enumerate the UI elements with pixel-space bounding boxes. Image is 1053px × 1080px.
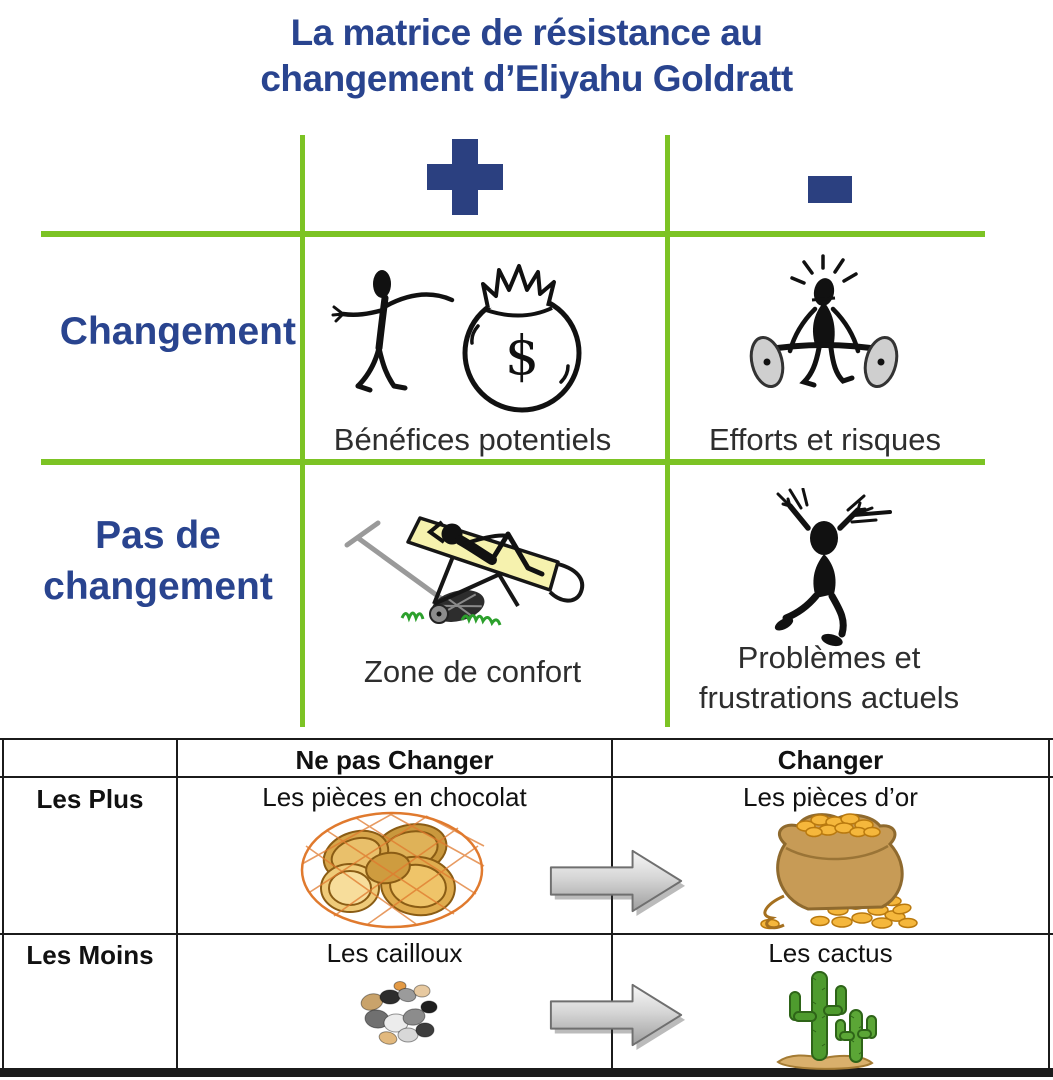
page-title — [0, 10, 1053, 102]
table-row-divider — [0, 933, 1053, 935]
right-arrow-icon — [548, 980, 686, 1050]
table-top-border — [0, 738, 1053, 740]
table-bottom-border — [0, 1068, 1053, 1077]
page-title-line2: changement d’Eliyahu Goldratt — [260, 57, 793, 99]
table-header-divider — [0, 776, 1053, 778]
table-cell-caption: Les cactus — [768, 938, 893, 968]
pebbles-icon — [350, 976, 448, 1048]
plus-icon — [427, 139, 503, 215]
table-cell-caption: Les pièces d’or — [743, 782, 918, 812]
table-header-changer: Changer — [777, 745, 884, 775]
lounge-chair-icon — [342, 478, 607, 646]
gold-coins-bag-icon — [740, 806, 922, 932]
money-bag-icon — [330, 258, 615, 416]
matrix-cell-caption: Zone de confort — [363, 654, 582, 689]
matrix-grid-hline-1 — [41, 231, 985, 237]
table-cell-caption: Les cailloux — [326, 938, 463, 968]
right-arrow-icon — [548, 846, 686, 916]
matrix-cell-caption: Efforts et risques — [708, 422, 942, 457]
page-title-line1: La matrice de résistance au — [290, 12, 763, 53]
table-header-ne-pas-changer: Ne pas Changer — [295, 745, 494, 775]
matrix-cell-caption: Bénéfices potentiels — [333, 422, 612, 457]
cactus-icon — [772, 966, 878, 1072]
matrix-row-label-changement: Changement — [59, 310, 296, 353]
table-row-label-les-plus: Les Plus — [36, 784, 144, 814]
svg-text:$: $ — [504, 324, 540, 387]
table-cell-caption: Les pièces en chocolat — [262, 782, 527, 812]
table-row-label-les-moins: Les Moins — [26, 940, 154, 970]
frustrated-figure-icon — [762, 488, 894, 653]
matrix-row-label-pas-de-changement: Pas de changement — [43, 514, 273, 609]
table-right-border — [1048, 738, 1050, 1070]
weightlifter-icon — [740, 252, 905, 404]
chocolate-coins-icon — [298, 810, 486, 930]
minus-icon — [808, 176, 852, 203]
matrix-cell-caption: Problèmes et frustrations actuels — [698, 640, 960, 716]
